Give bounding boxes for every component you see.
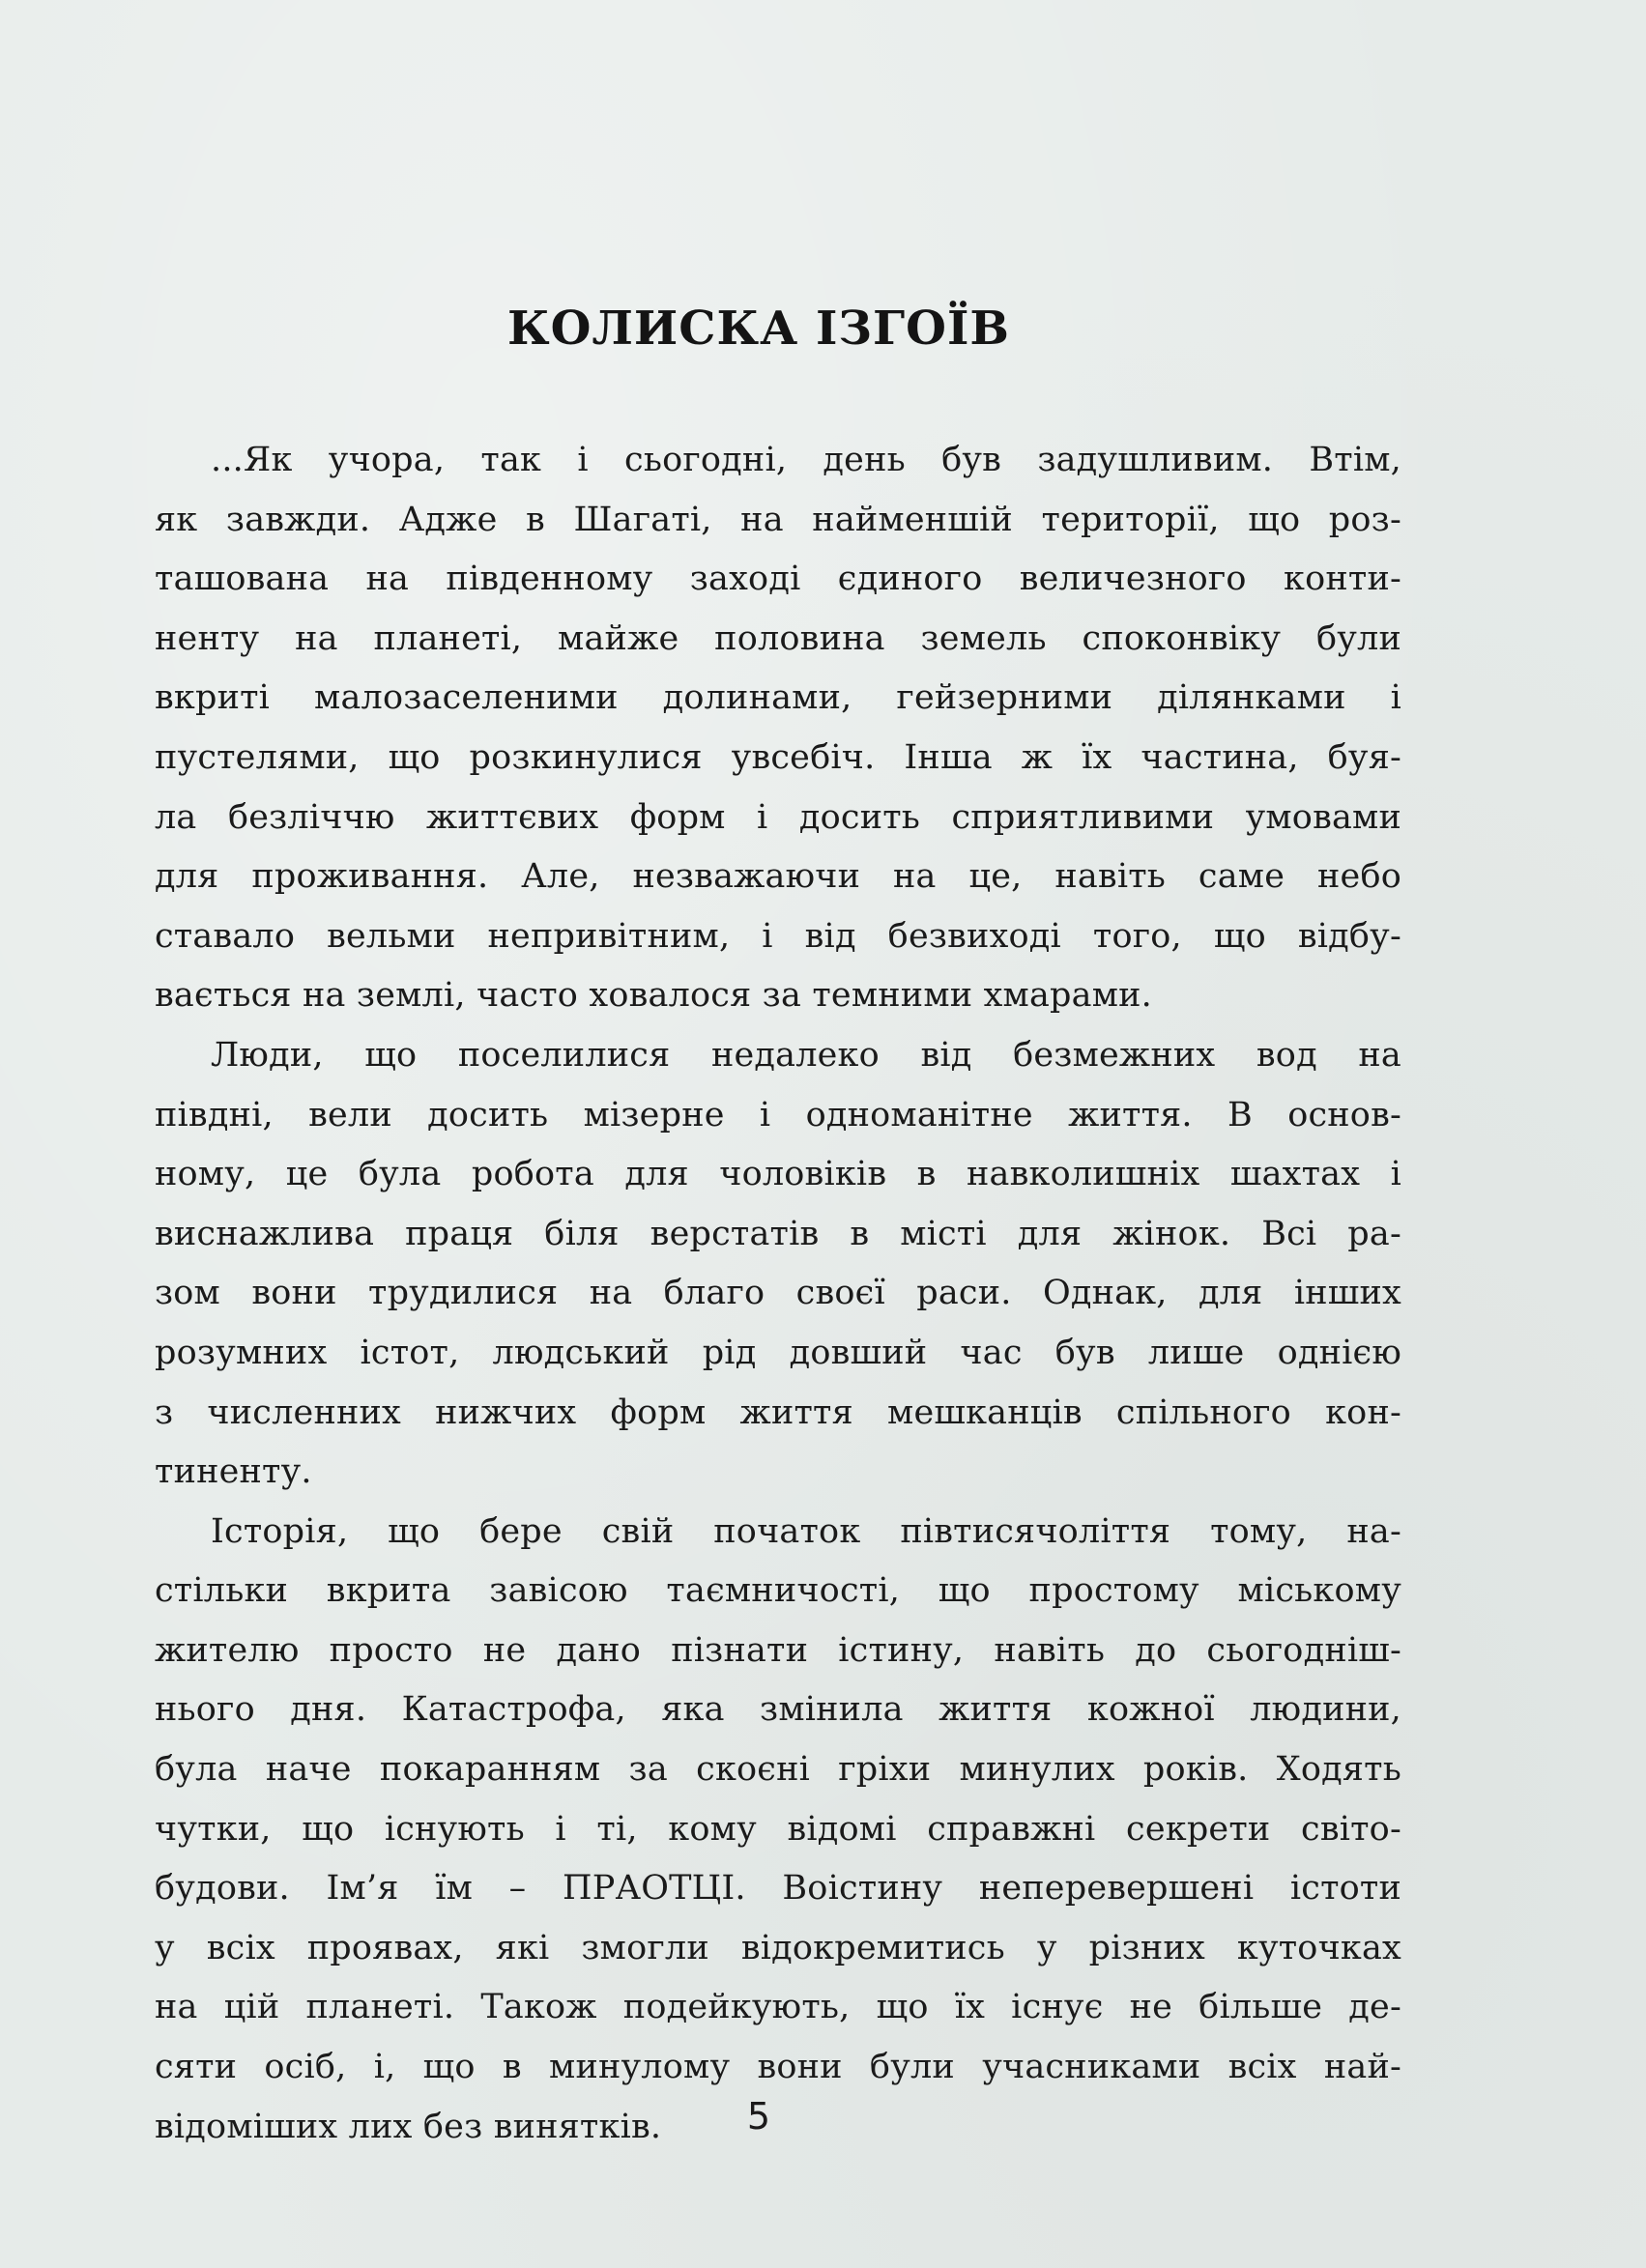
text-line: Історія, що бере свій початок півтисячоліття тому, на- xyxy=(211,1511,1401,1551)
text-line: вкриті малозаселеними долинами, гейзерними ділянками і xyxy=(155,678,1401,718)
text-line: нього дня. Катастрофа, яка змінила життя кожної людини, xyxy=(155,1690,1401,1730)
text-line: сяти осіб, і, що в минулому вони були учасниками всіх най- xyxy=(155,2048,1401,2087)
text-line: півдні, вели досить мізерне і одноманітне життя. В основ- xyxy=(155,1095,1401,1134)
text-line: чутки, що існують і ті, кому відомі справжні секрети світо- xyxy=(155,1809,1401,1849)
text-line: на цій планеті. Також подейкують, що їх існує не більше де- xyxy=(155,1988,1401,2027)
text-line: ташована на південному заході єдиного величезного конти- xyxy=(155,560,1401,599)
text-line: ...Як учора, так і сьогодні, день був задушливим. Втім, xyxy=(211,441,1401,479)
chapter-title: КОЛИСКА ІЗГОЇВ xyxy=(507,301,1010,356)
text-line: пустелями, що розкинулися увсебіч. Інша ж їх частина, буя- xyxy=(155,737,1401,777)
paragraph-2 xyxy=(155,1026,1401,1503)
text-line: як завжди. Адже в Шагаті, на найменшій території, що роз- xyxy=(155,500,1401,539)
text-line: ставало вельми непривітним, і від безвиході того, що відбу- xyxy=(155,916,1401,956)
paragraph-1 xyxy=(155,431,1401,1026)
text-line: виснажлива праця біля верстатів в місті для жінок. Всі ра- xyxy=(155,1214,1401,1253)
paragraph-3 xyxy=(155,1503,1401,2158)
text-line: стільки вкрита завісою таємничості, що простому міському xyxy=(155,1571,1401,1611)
text-line: ненту на планеті, майже половина земель споконвіку були xyxy=(155,618,1401,658)
text-line: зом вони трудилися на благо своєї раси. Однак, для інших xyxy=(155,1274,1401,1313)
text-line: ла безліччю життєвих форм і досить сприятливими умовами xyxy=(155,797,1401,837)
text-line: ному, це була робота для чоловіків в навколишніх шахтах і xyxy=(155,1155,1401,1194)
text-line: будови. Ім’я їм – ПРАОТЦІ. Воістину неперевершені істоти xyxy=(155,1869,1401,1909)
text-line: жителю просто не дано пізнати істину, навіть до сьогодніш- xyxy=(155,1630,1401,1670)
page-number: 5 xyxy=(746,2095,771,2138)
text-line: розумних істот, людський рід довший час був лише однією xyxy=(155,1333,1401,1372)
text-line: для проживання. Але, незважаючи на це, навіть саме небо xyxy=(155,857,1401,897)
text-line: вається на землі, часто ховалося за темними хмарами. xyxy=(155,976,1152,1016)
text-line: Люди, що поселилися недалеко від безмежних вод на xyxy=(211,1035,1401,1075)
text-line: тиненту. xyxy=(155,1452,312,1492)
chapter-body xyxy=(155,431,1401,2157)
text-line: відоміших лих без винятків. xyxy=(155,2107,662,2146)
text-line: у всіх проявах, які змогли відокремитись у різних куточках xyxy=(155,1928,1401,1967)
text-line: була наче покаранням за скоєні гріхи минулих років. Ходять xyxy=(155,1750,1401,1790)
text-line: з численних нижчих форм життя мешканців спільного кон- xyxy=(155,1392,1401,1432)
